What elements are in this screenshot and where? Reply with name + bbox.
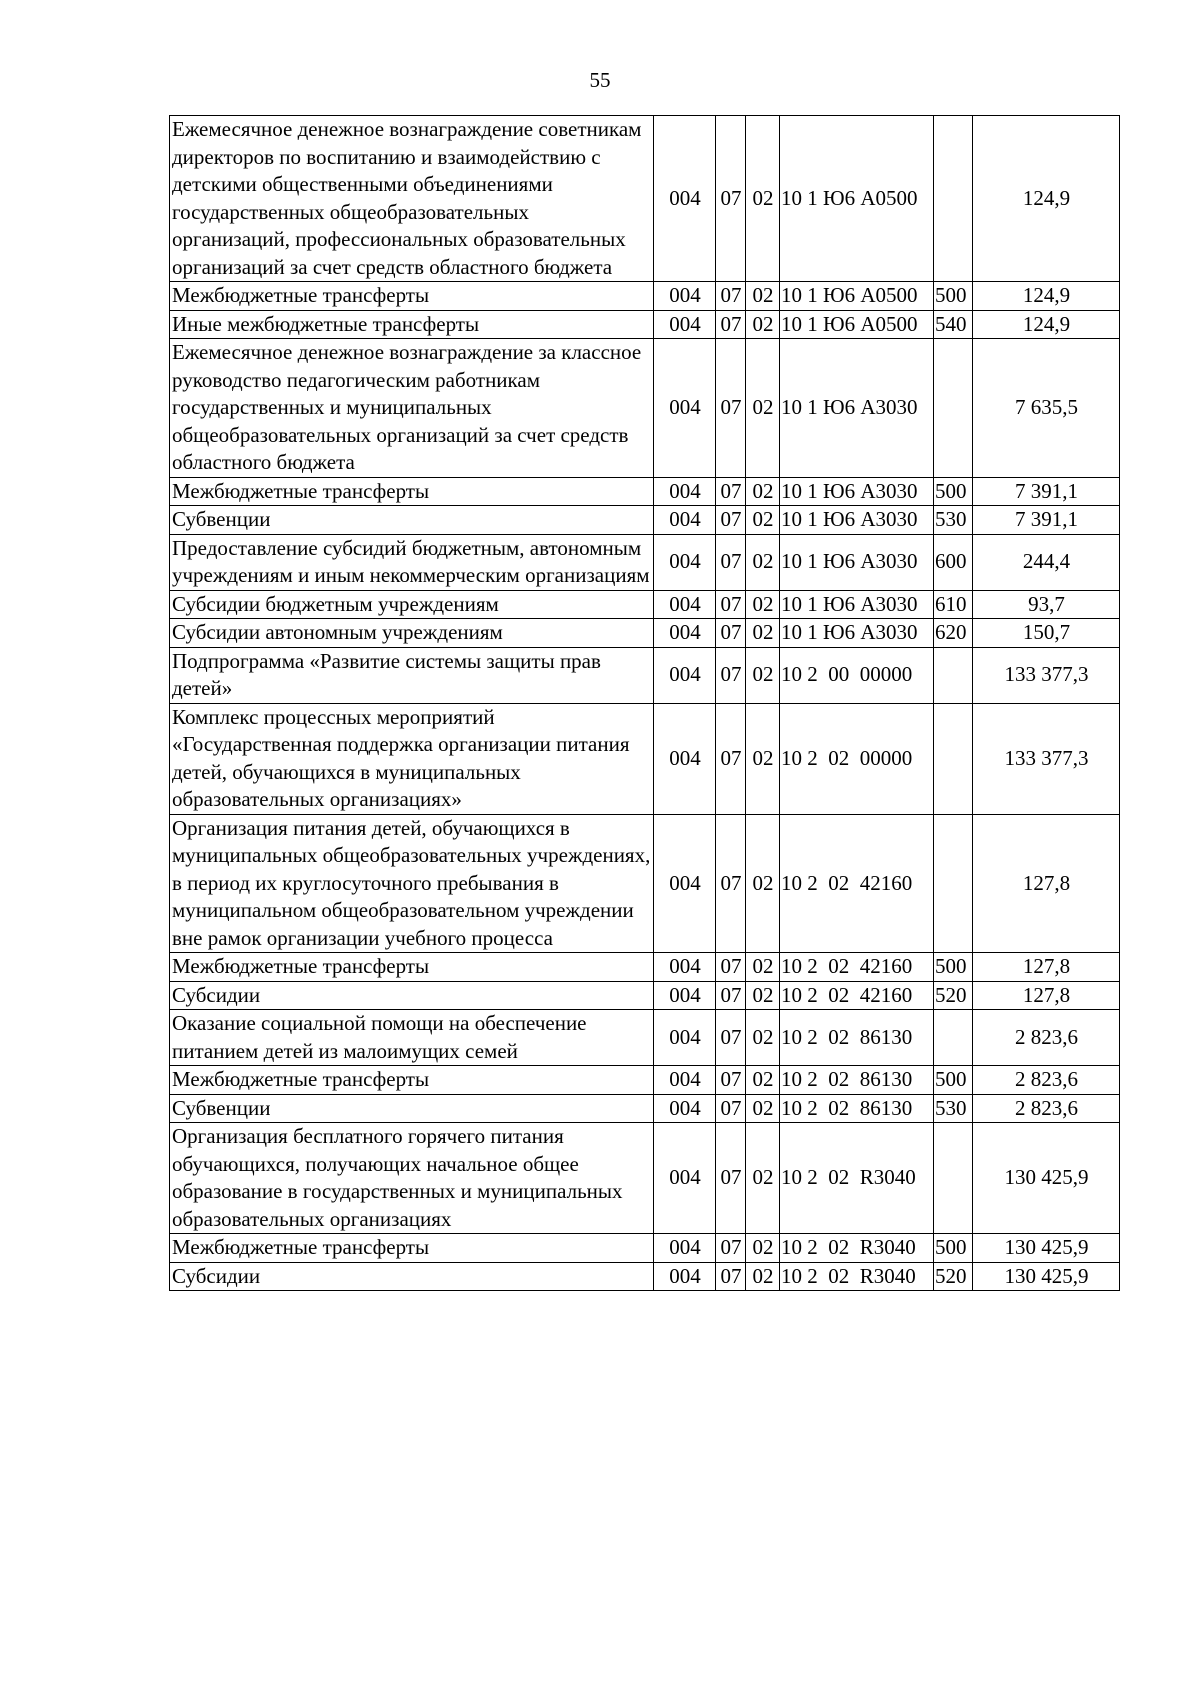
section-code: 07 — [716, 619, 746, 648]
department-code: 004 — [654, 703, 716, 814]
target-article-code: 10 2 02 86130 — [780, 1094, 934, 1123]
amount: 7 391,1 — [973, 477, 1120, 506]
department-code: 004 — [654, 647, 716, 703]
subsection-code: 02 — [746, 814, 780, 953]
section-code: 07 — [716, 282, 746, 311]
expense-type-code — [934, 814, 973, 953]
department-code: 004 — [654, 534, 716, 590]
subsection-code: 02 — [746, 619, 780, 648]
amount: 133 377,3 — [973, 647, 1120, 703]
table-row — [170, 981, 1120, 1010]
department-code: 004 — [654, 506, 716, 535]
table-row — [170, 477, 1120, 506]
target-article-code: 10 2 02 42160 — [780, 953, 934, 982]
table-row — [170, 1094, 1120, 1123]
amount: 124,9 — [973, 116, 1120, 282]
amount: 130 425,9 — [973, 1234, 1120, 1263]
section-code: 07 — [716, 310, 746, 339]
row-name: Ежемесячное денежное вознаграждение за классное руководство педагогическим работникам государственных и муниципальных общеобразовательных организаций за счет средств областного бюджета — [170, 339, 654, 478]
subsection-code: 02 — [746, 1066, 780, 1095]
row-name: Комплекс процессных мероприятий «Государственная поддержка организации питания детей, обучающихся в муниципальных образовательных организациях» — [170, 703, 654, 814]
expense-type-code: 500 — [934, 1234, 973, 1263]
subsection-code: 02 — [746, 506, 780, 535]
target-article-code: 10 2 02 R3040 — [780, 1123, 934, 1234]
subsection-code: 02 — [746, 310, 780, 339]
section-code: 07 — [716, 339, 746, 478]
row-name: Межбюджетные трансферты — [170, 477, 654, 506]
subsection-code: 02 — [746, 1010, 780, 1066]
expense-type-code: 500 — [934, 1066, 973, 1095]
department-code: 004 — [654, 1094, 716, 1123]
amount: 7 391,1 — [973, 506, 1120, 535]
subsection-code: 02 — [746, 1234, 780, 1263]
amount: 7 635,5 — [973, 339, 1120, 478]
expense-type-code: 520 — [934, 981, 973, 1010]
section-code: 07 — [716, 1262, 746, 1291]
target-article-code: 10 1 Ю6 А0500 — [780, 116, 934, 282]
table-row — [170, 953, 1120, 982]
expense-type-code: 530 — [934, 506, 973, 535]
expense-type-code: 500 — [934, 477, 973, 506]
department-code: 004 — [654, 310, 716, 339]
subsection-code: 02 — [746, 282, 780, 311]
amount: 124,9 — [973, 282, 1120, 311]
subsection-code: 02 — [746, 1123, 780, 1234]
subsection-code: 02 — [746, 953, 780, 982]
section-code: 07 — [716, 1234, 746, 1263]
row-name: Подпрограмма «Развитие системы защиты прав детей» — [170, 647, 654, 703]
subsection-code: 02 — [746, 1262, 780, 1291]
row-name: Межбюджетные трансферты — [170, 1066, 654, 1095]
table-row — [170, 647, 1120, 703]
table-row — [170, 619, 1120, 648]
target-article-code: 10 2 02 42160 — [780, 981, 934, 1010]
amount: 133 377,3 — [973, 703, 1120, 814]
row-name: Межбюджетные трансферты — [170, 282, 654, 311]
table-row — [170, 1234, 1120, 1263]
amount: 127,8 — [973, 981, 1120, 1010]
expense-type-code — [934, 1010, 973, 1066]
target-article-code: 10 1 Ю6 А3030 — [780, 619, 934, 648]
section-code: 07 — [716, 116, 746, 282]
row-name: Субвенции — [170, 506, 654, 535]
department-code: 004 — [654, 282, 716, 311]
department-code: 004 — [654, 1234, 716, 1263]
target-article-code: 10 1 Ю6 А0500 — [780, 282, 934, 311]
expense-type-code: 500 — [934, 282, 973, 311]
target-article-code: 10 2 02 R3040 — [780, 1262, 934, 1291]
target-article-code: 10 2 02 R3040 — [780, 1234, 934, 1263]
subsection-code: 02 — [746, 116, 780, 282]
row-name: Субсидии — [170, 981, 654, 1010]
subsection-code: 02 — [746, 590, 780, 619]
department-code: 004 — [654, 619, 716, 648]
target-article-code: 10 1 Ю6 А3030 — [780, 339, 934, 478]
subsection-code: 02 — [746, 477, 780, 506]
table-row — [170, 506, 1120, 535]
department-code: 004 — [654, 116, 716, 282]
table-row — [170, 1066, 1120, 1095]
expense-type-code: 530 — [934, 1094, 973, 1123]
expense-type-code: 610 — [934, 590, 973, 619]
table-row — [170, 534, 1120, 590]
row-name: Ежемесячное денежное вознаграждение советникам директоров по воспитанию и взаимодействию с детскими общественными объединениями государственных общеобразовательных организаций, профессиональных образовательных организаций за счет средств областного бюджета — [170, 116, 654, 282]
page-number: 55 — [589, 68, 611, 92]
section-code: 07 — [716, 1066, 746, 1095]
amount: 124,9 — [973, 310, 1120, 339]
target-article-code: 10 1 Ю6 А0500 — [780, 310, 934, 339]
section-code: 07 — [716, 647, 746, 703]
table-row — [170, 1010, 1120, 1066]
target-article-code: 10 2 02 86130 — [780, 1066, 934, 1095]
target-article-code: 10 2 02 00000 — [780, 703, 934, 814]
subsection-code: 02 — [746, 647, 780, 703]
department-code: 004 — [654, 814, 716, 953]
target-article-code: 10 2 02 42160 — [780, 814, 934, 953]
expense-type-code: 500 — [934, 953, 973, 982]
section-code: 07 — [716, 1010, 746, 1066]
section-code: 07 — [716, 953, 746, 982]
section-code: 07 — [716, 1123, 746, 1234]
department-code: 004 — [654, 1262, 716, 1291]
department-code: 004 — [654, 477, 716, 506]
amount: 150,7 — [973, 619, 1120, 648]
expense-type-code: 600 — [934, 534, 973, 590]
amount: 2 823,6 — [973, 1010, 1120, 1066]
expense-type-code — [934, 1123, 973, 1234]
section-code: 07 — [716, 477, 746, 506]
subsection-code: 02 — [746, 534, 780, 590]
department-code: 004 — [654, 1010, 716, 1066]
amount: 130 425,9 — [973, 1123, 1120, 1234]
row-name: Организация бесплатного горячего питания обучающихся, получающих начальное общее образование в государственных и муниципальных образовательных организациях — [170, 1123, 654, 1234]
row-name: Иные межбюджетные трансферты — [170, 310, 654, 339]
department-code: 004 — [654, 1123, 716, 1234]
row-name: Оказание социальной помощи на обеспечение питанием детей из малоимущих семей — [170, 1010, 654, 1066]
amount: 127,8 — [973, 814, 1120, 953]
row-name: Субсидии автономным учреждениям — [170, 619, 654, 648]
target-article-code: 10 1 Ю6 А3030 — [780, 477, 934, 506]
table-row — [170, 1123, 1120, 1234]
section-code: 07 — [716, 534, 746, 590]
row-name: Субсидии бюджетным учреждениям — [170, 590, 654, 619]
row-name: Организация питания детей, обучающихся в муниципальных общеобразовательных учреждениях, в период их круглосуточного пребывания в муниципальном общеобразовательном учреждении вне рамок организации учебного процесса — [170, 814, 654, 953]
table-row — [170, 116, 1120, 282]
target-article-code: 10 1 Ю6 А3030 — [780, 590, 934, 619]
section-code: 07 — [716, 981, 746, 1010]
department-code: 004 — [654, 953, 716, 982]
table-row — [170, 1262, 1120, 1291]
table-row — [170, 339, 1120, 478]
row-name: Предоставление субсидий бюджетным, автономным учреждениям и иным некоммерческим организациям — [170, 534, 654, 590]
expense-type-code — [934, 339, 973, 478]
section-code: 07 — [716, 590, 746, 619]
target-article-code: 10 2 02 86130 — [780, 1010, 934, 1066]
table-row — [170, 814, 1120, 953]
row-name: Субсидии — [170, 1262, 654, 1291]
section-code: 07 — [716, 814, 746, 953]
expense-type-code — [934, 647, 973, 703]
amount: 130 425,9 — [973, 1262, 1120, 1291]
department-code: 004 — [654, 981, 716, 1010]
department-code: 004 — [654, 339, 716, 478]
table-row — [170, 310, 1120, 339]
table-row — [170, 590, 1120, 619]
target-article-code: 10 1 Ю6 А3030 — [780, 506, 934, 535]
amount: 93,7 — [973, 590, 1120, 619]
row-name: Субвенции — [170, 1094, 654, 1123]
department-code: 004 — [654, 590, 716, 619]
table-row — [170, 703, 1120, 814]
subsection-code: 02 — [746, 981, 780, 1010]
row-name: Межбюджетные трансферты — [170, 1234, 654, 1263]
section-code: 07 — [716, 703, 746, 814]
row-name: Межбюджетные трансферты — [170, 953, 654, 982]
expense-type-code — [934, 703, 973, 814]
department-code: 004 — [654, 1066, 716, 1095]
table-row — [170, 282, 1120, 311]
amount: 127,8 — [973, 953, 1120, 982]
expense-type-code: 520 — [934, 1262, 973, 1291]
target-article-code: 10 1 Ю6 А3030 — [780, 534, 934, 590]
expense-type-code: 540 — [934, 310, 973, 339]
expense-type-code: 620 — [934, 619, 973, 648]
expense-type-code — [934, 116, 973, 282]
subsection-code: 02 — [746, 1094, 780, 1123]
amount: 2 823,6 — [973, 1066, 1120, 1095]
section-code: 07 — [716, 1094, 746, 1123]
budget-table — [169, 115, 1120, 1291]
amount: 2 823,6 — [973, 1094, 1120, 1123]
amount: 244,4 — [973, 534, 1120, 590]
target-article-code: 10 2 00 00000 — [780, 647, 934, 703]
section-code: 07 — [716, 506, 746, 535]
subsection-code: 02 — [746, 339, 780, 478]
subsection-code: 02 — [746, 703, 780, 814]
